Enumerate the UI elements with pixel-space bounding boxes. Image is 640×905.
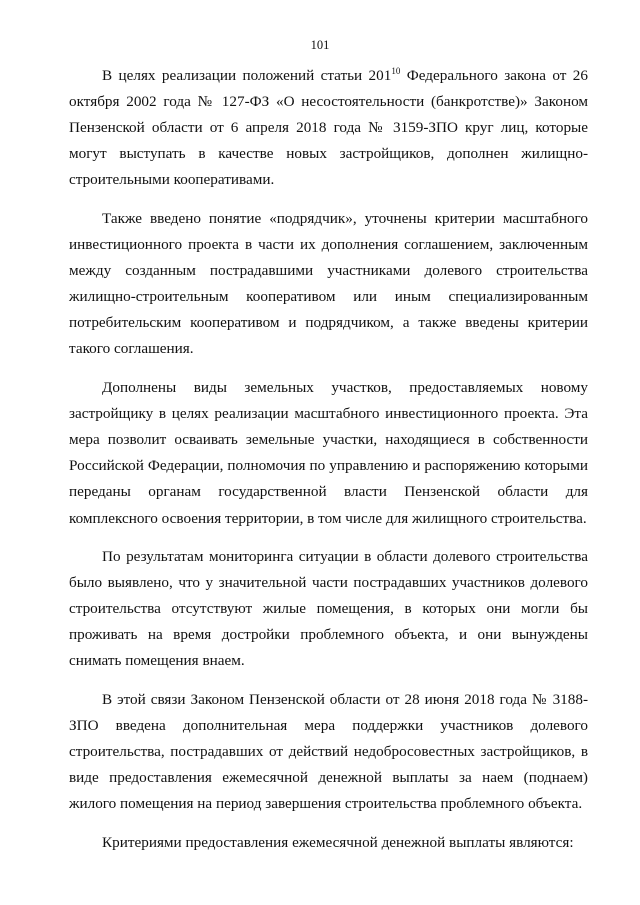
paragraph-1-text-start: В целях реализации положений статьи 201 [102, 67, 392, 84]
paragraph-4: По результатам мониторинга ситуации в области долевого строительства было выявлено, что у значительной части пострадавших участников долевого строительства отсутствуют жилые помещения, в которых они могли бы проживать на время достройки проблемного объекта, и они вынуждены снимать помещения внаем. [69, 548, 588, 670]
page-number: 101 [310, 38, 330, 52]
paragraph-1 [69, 63, 588, 193]
paragraph-3: Дополнены виды земельных участков, предоставляемых новому застройщику в целях реализации масштабного инвестиционного проекта. Эта мера позволит осваивать земельные участки, находящиеся в собственности Российской Федерации, полномочия по управлению и распоряжению которыми переданы органам государственной власти Пензенской области для комплексного освоения территории, в том числе для жилищного строительства. [69, 379, 588, 527]
article-number-superscript: 10 [391, 66, 401, 76]
paragraph-1-text-end: Федерального закона от 26 октября 2002 года № 127-ФЗ «О несостоятельности (банкротстве)» Законом Пензенской области от 6 апреля 2018 года № 3159-ЗПО круг лиц, которые могут выступать в качестве новых застройщиков, дополнен жилищно-строительными кооперативами. [69, 67, 588, 189]
paragraph-5: В этой связи Законом Пензенской области от 28 июня 2018 года № 3188-ЗПО введена дополнительная мера поддержки участников долевого строительства, пострадавших от действий недобросовестных застройщиков, в виде предоставления ежемесячной денежной выплаты за наем (поднаем) жилого помещения на период завершения строительства проблемного объекта. [69, 691, 588, 813]
paragraph-2: Также введено понятие «подрядчик», уточнены критерии масштабного инвестиционного проекта в части их дополнения соглашением, заключенным между созданным пострадавшими участниками долевого строительства жилищно-строительным кооперативом или иным специализированным потребительским кооперативом и подрядчиком, а также введены критерии такого соглашения. [69, 209, 588, 358]
paragraph-6: Критериями предоставления ежемесячной денежной выплаты являются: [102, 834, 574, 852]
document-body [69, 63, 588, 856]
